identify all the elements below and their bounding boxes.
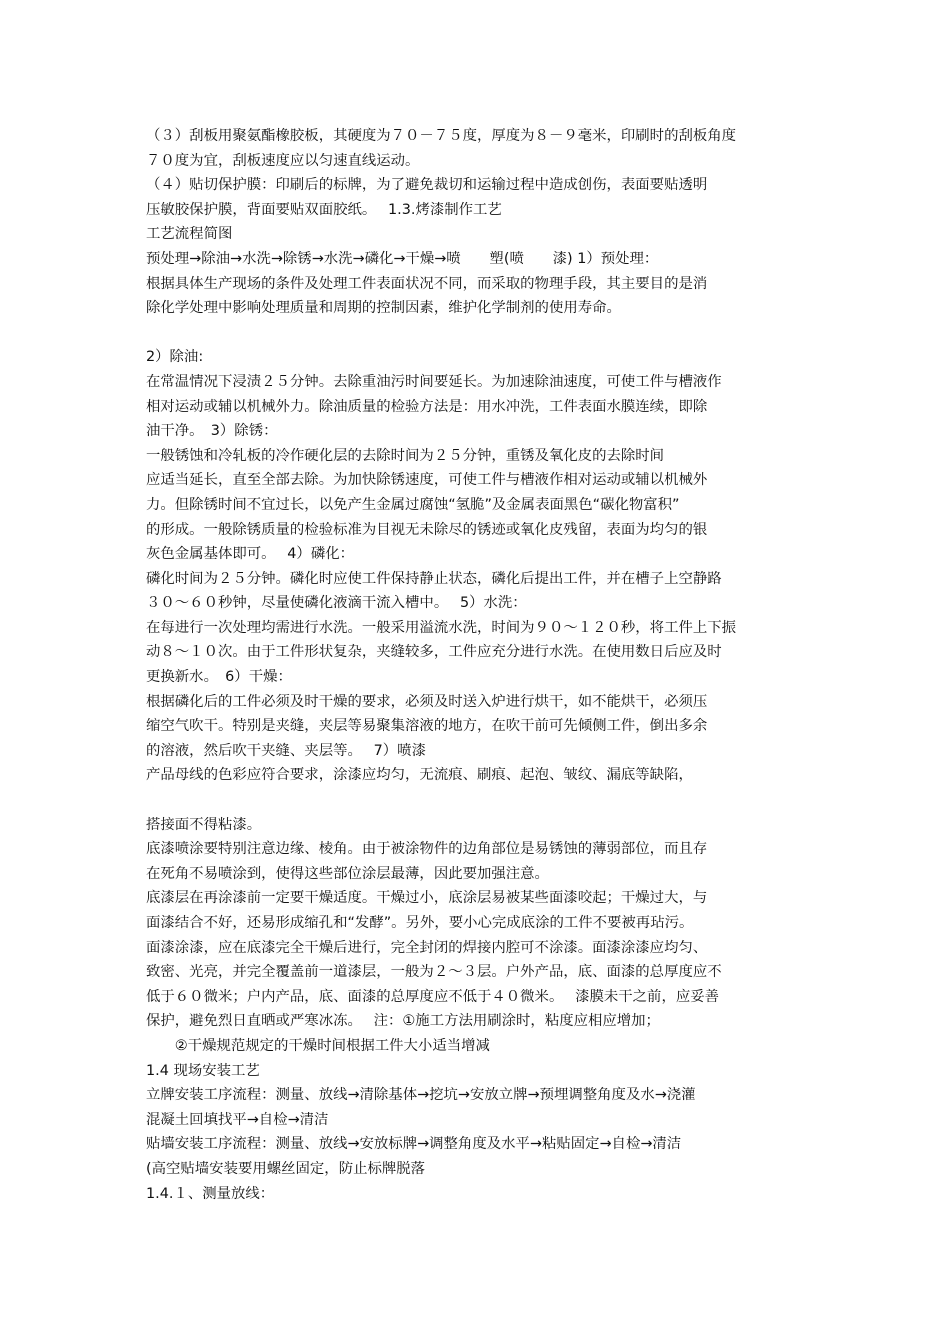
text-line: 缩空气吹干。特别是夹缝，夹层等易聚集溶液的地方，在吹干前可先倾侧工件，倒出多余: [146, 718, 708, 735]
text-line: (高空贴墙安装要用螺丝固定，防止标牌脱落: [146, 1160, 426, 1177]
text-line: 产品母线的色彩应符合要求，涂漆应均匀，无流痕、刷痕、起泡、皱纹、漏底等缺陷，: [146, 767, 693, 784]
text-line: 2）除油:: [146, 349, 204, 366]
text-line: 工艺流程简图: [146, 226, 233, 243]
blank-line: [146, 788, 808, 813]
text-line: 力。但除锈时间不宜过长，以免产生金属过腐蚀“氢脆”及金属表面黑色“碳化物富积”: [146, 496, 680, 513]
text-line: 贴墙安装工序流程：测量、放线→安放标牌→调整角度及水平→粘贴固定→自检→清洁: [146, 1136, 682, 1153]
text-line: ３０～６０秒钟，尽量使磷化液滴干流入槽中。 5）水洗：: [146, 595, 527, 612]
text-line: 压敏胶保护膜，背面要贴双面胶纸。 1.3.烤漆制作工艺: [146, 201, 502, 218]
text-line: 动８～１０次。由于工件形状复杂，夹缝较多，工件应充分进行水洗。在使用数日后应及时: [146, 644, 722, 661]
text-line: 油干净。 3）除锈：: [146, 423, 278, 440]
text-line: 的形成。一般除锈质量的检验标准为目视无未除尽的锈迹或氧化皮残留，表面为均匀的银: [146, 521, 708, 538]
text-line: 立牌安装工序流程：测量、放线→清除基体→挖坑→安放立牌→预埋调整角度及水→浇灌: [146, 1087, 696, 1104]
text-line: 灰色金属基体即可。 4）磷化：: [146, 546, 354, 563]
text-line: 面漆结合不好，还易形成缩孔和“发酵”。另外，要小心完成底涂的工件不要被再玷污。: [146, 915, 694, 931]
text-line: 根据磷化后的工件必须及时干燥的要求，必须及时送入炉进行烘干，如不能烘干，必须压: [146, 693, 708, 710]
text-line: ７０度为宜，刮板速度应以匀速直线运动。: [146, 152, 420, 169]
text-line: 预处理→除油→水洗→除锈→水洗→磷化→干燥→喷 塑(喷 漆) 1）预处理：: [146, 250, 659, 267]
text-line: 在每进行一次处理均需进行水洗。一般采用溢流水洗，时间为９０～１２０秒，将工件上下振: [146, 619, 737, 636]
text-line: 在常温情况下浸渍２５分钟。去除重油污时间要延长。为加速除油速度，可使工件与槽液作: [146, 373, 722, 390]
text-line: 低于６０微米；户内产品，底、面漆的总厚度应不低于４０微米。 漆膜未干之前，应妥善: [146, 988, 720, 1005]
text-line: ②干燥规范规定的干燥时间根据工件大小适当增减: [146, 1037, 490, 1054]
text-line: 底漆层在再涂漆前一定要干燥适度。干燥过小，底涂层易被某些面漆咬起；干燥过大，与: [146, 890, 708, 907]
text-line: 面漆涂漆，应在底漆完全干燥后进行，完全封闭的焊接内腔可不涂漆。面漆涂漆应均匀、: [146, 939, 708, 956]
text-line: 保护，避免烈日直晒或严寒冰冻。 注：①施工方法用刷涂时，粘度应相应增加；: [146, 1013, 660, 1030]
document-body: [146, 124, 808, 1206]
text-line: 更换新水。 6）干燥：: [146, 669, 292, 686]
text-line: 致密、光亮，并完全覆盖前一道漆层，一般为２～３层。户外产品，底、面漆的总厚度应不: [146, 964, 722, 981]
text-line: 根据具体生产现场的条件及处理工件表面状况不同，而采取的物理手段，其主要目的是消: [146, 275, 708, 292]
text-line: 一般锈蚀和冷轧板的冷作硬化层的去除时间为２５分钟，重锈及氧化皮的去除时间: [146, 447, 665, 464]
blank-line: [146, 321, 808, 346]
section-heading: 1.4 现场安装工艺: [146, 1062, 260, 1079]
text-line: 搭接面不得粘漆。: [146, 816, 262, 833]
text-line: 相对运动或辅以机械外力。除油质量的检验方法是：用水冲洗，工件表面水膜连续，即除: [146, 398, 708, 415]
text-line: （３）刮板用聚氨酯橡胶板，其硬度为７０－７５度，厚度为８－９毫米，印刷时的刮板角度: [146, 128, 737, 144]
text-line: 除化学处理中影响处理质量和周期的控制因素，维护化学制剂的使用寿命。: [146, 300, 621, 317]
text-line: 的溶液，然后吹干夹缝、夹层等。 7）喷漆: [146, 742, 426, 759]
text-line: 底漆喷涂要特别注意边缘、棱角。由于被涂物件的边角部位是易锈蚀的薄弱部位，而且存: [146, 841, 708, 858]
text-line: 混凝土回填找平→自检→清洁: [146, 1111, 329, 1128]
text-line: 应适当延长，直至全部去除。为加快除锈速度，可使工件与槽液作相对运动或辅以机械外: [146, 472, 708, 489]
section-heading: 1.4.１、测量放线：: [146, 1185, 275, 1202]
text-line: 在死角不易喷涂到，使得这些部位涂层最薄，因此要加强注意。: [146, 865, 549, 882]
text-line: 磷化时间为２５分钟。磷化时应使工件保持静止状态，磷化后提出工件，并在槽子上空静路: [146, 570, 722, 587]
text-line: （４）贴切保护膜：印刷后的标牌，为了避免裁切和运输过程中造成创伤，表面要贴透明: [146, 177, 708, 194]
